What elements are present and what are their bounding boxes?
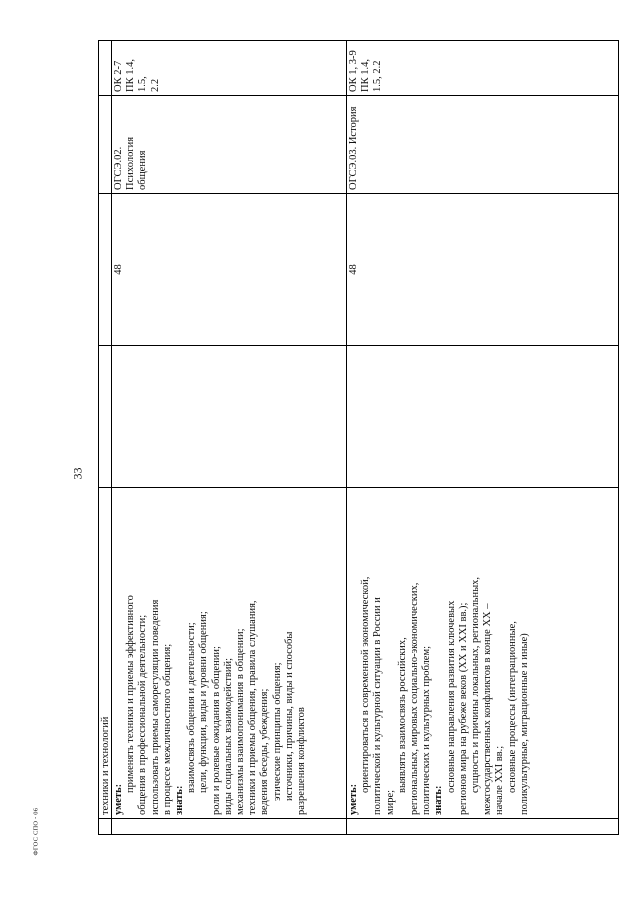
text-line: выявлять взаимосвязь российских, bbox=[396, 637, 408, 793]
page-number: 33 bbox=[70, 467, 85, 480]
competence-code: ПК 1.4, 1.5, 2.2 bbox=[360, 59, 384, 92]
text-line: общения в профессиональной деятельности; bbox=[137, 614, 149, 815]
text-line: основные процессы (интеграционные, bbox=[506, 621, 518, 793]
discipline-cell: ОГСЭ.02. Психология общения bbox=[112, 95, 346, 193]
text-line: в процессе межличностного общения; bbox=[161, 643, 173, 815]
text-line: мире; bbox=[384, 789, 396, 815]
curriculum-table bbox=[98, 40, 619, 835]
table-row bbox=[112, 40, 347, 835]
hours-cell: 48 bbox=[112, 193, 346, 345]
text-line: применять техники и приемы эффективного bbox=[125, 595, 137, 793]
text-line: знать: bbox=[174, 785, 186, 815]
text-line: начале XXI вв.; bbox=[494, 745, 506, 815]
competence-cell: техники и технологий bbox=[99, 487, 111, 818]
document-footer: ФГОС СПО - 06 bbox=[32, 807, 40, 856]
text-line: уметь: bbox=[113, 783, 124, 815]
discipline-cell: ОГСЭ.03. История bbox=[347, 95, 618, 193]
competence-code: 2.2 bbox=[149, 78, 161, 92]
text-line: уметь: bbox=[348, 783, 359, 815]
text-line: разрешения конфликтов bbox=[296, 707, 308, 815]
text-line: виды социальных взаимодействий; bbox=[222, 657, 234, 815]
codes-cell bbox=[347, 39, 618, 95]
competence-code: ОК 1, 3-9 bbox=[348, 50, 359, 92]
text-line: цели, функции, виды и уровни общения; bbox=[198, 611, 210, 793]
hours-cell: 48 bbox=[347, 193, 618, 345]
text-line: техники и приемы общения, правила слушания, bbox=[247, 600, 259, 815]
text-line: ориентироваться в современной экономической, bbox=[360, 576, 372, 793]
text-line: региональных, мировых социально-экономических, bbox=[409, 582, 421, 815]
text-line: роли и ролевые ожидания в общении; bbox=[210, 646, 222, 815]
text-line: использовать приемы саморегуляции поведения bbox=[149, 599, 161, 815]
text-line: знать: bbox=[433, 785, 445, 815]
competence-code: ОК 2-7 bbox=[113, 60, 124, 92]
text-line: поликультурные, миграционные и иные) bbox=[518, 633, 530, 815]
codes-cell bbox=[112, 39, 346, 95]
competence-code: ПК 1.4, 1.5, bbox=[125, 59, 149, 92]
competence-cell bbox=[112, 487, 346, 818]
text-line: межгосударственных конфликтов в конце XX – bbox=[482, 603, 494, 815]
text-line: политической и культурной ситуации в России и bbox=[372, 597, 384, 815]
text-line: взаимосвязь общения и деятельности; bbox=[186, 622, 198, 793]
text-line: политических и культурных проблем; bbox=[421, 645, 433, 815]
text-line: источники, причины, виды и способы bbox=[283, 631, 295, 801]
text-line: сущность и причины локальных, региональных, bbox=[470, 576, 482, 793]
text-line: регионов мира на рубеже веков (XX и XXI вв.); bbox=[457, 602, 469, 815]
table-row bbox=[98, 40, 112, 835]
text-line: этические принципы общения; bbox=[271, 662, 283, 801]
text-line: ведения беседы, убеждения; bbox=[259, 688, 271, 815]
text-line: основные направления развития ключевых bbox=[445, 600, 457, 793]
text-line: механизмы взаимопонимания в общении; bbox=[235, 628, 247, 815]
table-row bbox=[347, 40, 619, 835]
competence-cell bbox=[347, 487, 618, 818]
